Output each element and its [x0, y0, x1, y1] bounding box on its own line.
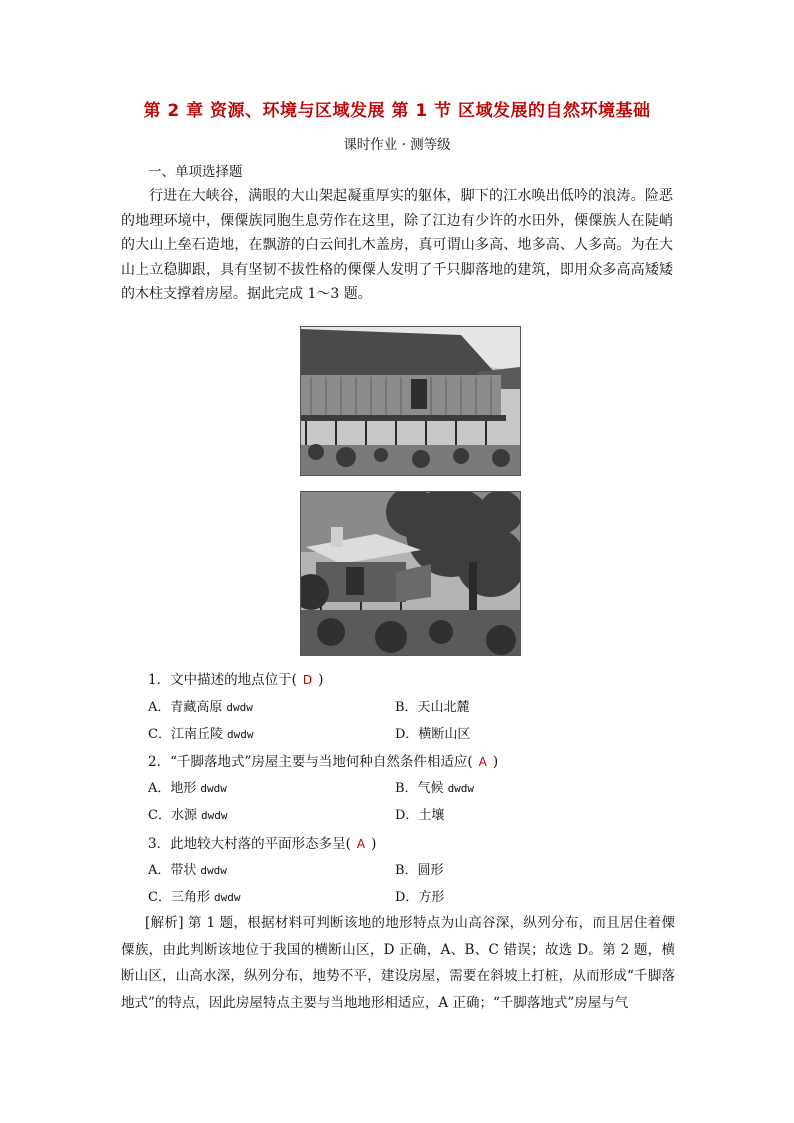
option-label: D．土壤: [395, 808, 445, 823]
question-1-option-c: [148, 723, 253, 742]
stilt-house-photo: [300, 326, 521, 476]
option-label: D．横断山区: [395, 727, 471, 742]
question-1-option-b: [395, 696, 470, 715]
question-2-option-b: [395, 777, 474, 796]
option-label: B．圆形: [395, 863, 444, 878]
question-2-text: 2．“千脚落地式”房屋主要与当地何种自然条件相适应(: [148, 754, 473, 770]
question-1-close: ): [318, 672, 324, 688]
option-label: A．青藏高原: [148, 700, 223, 715]
question-2-close: ): [492, 754, 499, 770]
option-filler: dwdw: [200, 864, 227, 877]
question-2-option-c: [148, 804, 227, 823]
question-1-option-a: [148, 696, 253, 715]
option-filler: dwdw: [200, 782, 227, 795]
question-1-option-d: [395, 723, 470, 742]
question-3-option-c: [148, 886, 240, 905]
question-3-option-d: [395, 886, 444, 905]
reading-passage: 行进在大峡谷，满眼的大山架起凝重厚实的躯体，脚下的江水唤出低吟的浪涛。险恶的地理环境中，傈僳族同胞生息劳作在这里，除了江边有少许的水田外，傈僳族人在陡峭的大山上垒石造地，在飘游的白云间扎木盖房，真可谓山多高、地多高、人多高。为在大山上立稳脚跟，具有坚韧不拔性格的傈僳人发明了千只脚落地的建筑，即用众多高高矮矮的木柱支撑着房屋。据此完成 1～3 题。: [121, 188, 673, 303]
option-label: D．方形: [395, 890, 445, 905]
option-label: A．带状: [148, 863, 197, 878]
village-house-photo: [300, 491, 521, 656]
option-filler: dwdw: [226, 701, 253, 714]
option-label: C．江南丘陵: [148, 727, 223, 742]
option-filler: dwdw: [447, 782, 475, 795]
section-heading: 一、单项选择题: [148, 164, 243, 180]
option-label: C．水源: [148, 808, 197, 823]
question-1-stem: [148, 668, 323, 688]
option-filler: dwdw: [226, 728, 254, 741]
question-1-answer: D: [302, 673, 313, 687]
question-2-answer: A: [478, 755, 487, 769]
question-3-stem: [148, 832, 376, 852]
option-label: B．天山北麓: [395, 700, 470, 715]
question-3-close: ): [371, 836, 377, 852]
question-3-option-a: [148, 859, 227, 878]
question-1-text: 1．文中描述的地点位于(: [148, 672, 297, 688]
option-label: C．三角形: [148, 890, 210, 905]
page-subtitle: 课时作业 · 测等级: [343, 137, 451, 153]
question-2-option-d: [395, 804, 444, 823]
option-filler: dwdw: [200, 809, 228, 822]
question-3-answer: A: [356, 837, 366, 851]
option-label: B．气候: [395, 781, 444, 796]
question-2-option-a: [148, 777, 227, 796]
question-2-stem: [148, 750, 498, 770]
question-3-text: 3．此地较大村落的平面形态多呈(: [148, 836, 351, 852]
option-label: A．地形: [148, 781, 197, 796]
page-title: 第 2 章 资源、环境与区域发展 第 1 节 区域发展的自然环境基础: [143, 101, 651, 121]
question-3-option-b: [395, 859, 444, 878]
analysis-paragraph: [解析] 第 1 题，根据材料可判断该地的地形特点为山高谷深，纵列分布，而且居住着傈僳族，由此判断该地位于我国的横断山区，D 正确，A、B、C 错误；故选 D。第 2 题，横断山区，山高水深，纵列分布，地势不平，建设房屋，需要在斜坡上打桩，从而形成“千脚落地式”的特点，因此房屋特点主要与当地地形相适应，A 正确；“千脚落地式”房屋与气: [121, 915, 675, 1011]
option-filler: dwdw: [213, 891, 241, 904]
